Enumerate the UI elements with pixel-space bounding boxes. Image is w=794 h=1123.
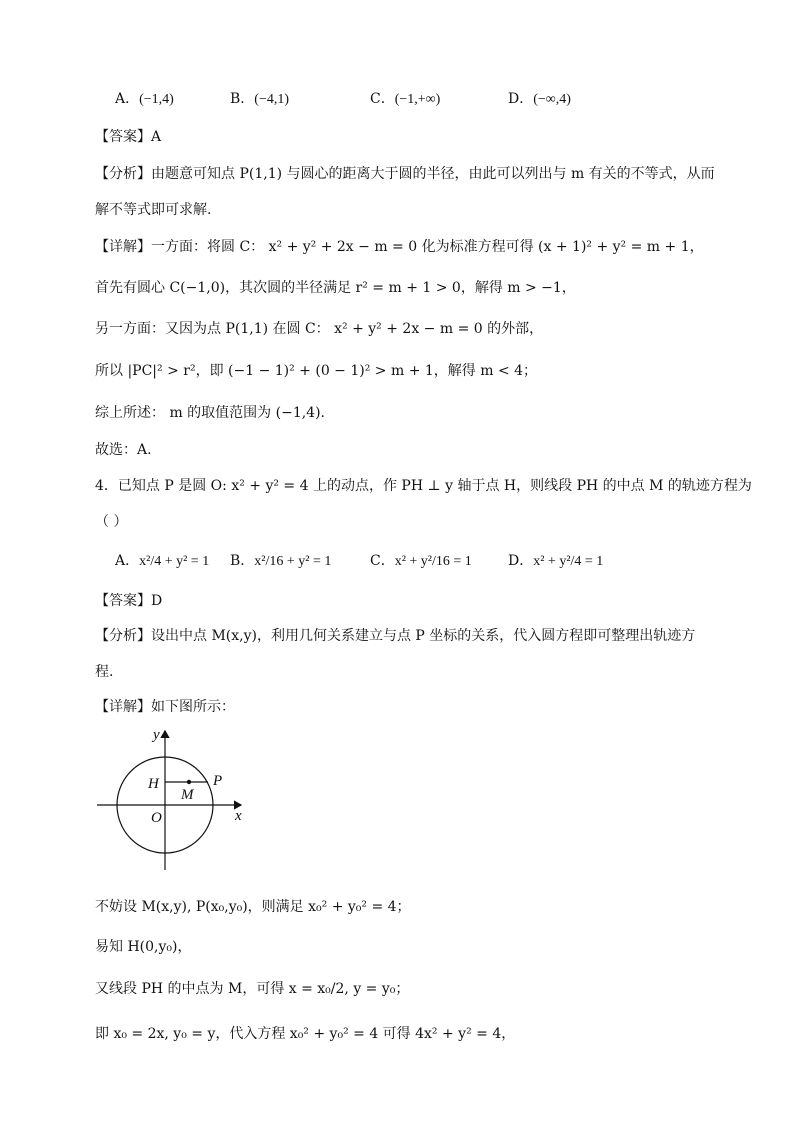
detail-tag: 【详解】 — [95, 699, 151, 715]
option-value: (−4,1) — [254, 92, 290, 107]
label-y: y — [153, 727, 160, 743]
detail-tag: 【详解】 — [95, 239, 151, 255]
q3-detail-line-1 — [95, 237, 704, 257]
q4-option-c — [370, 551, 472, 572]
option-value: x² + y²/16 = 1 — [394, 554, 472, 569]
q4-option-b — [230, 551, 331, 572]
q4-stem-line-1: 4．已知点 P 是圆 O: x² + y² = 4 上的动点，作 PH ⊥ y 轴于点 H，则线段 PH 的中点 M 的轨迹方程为 — [95, 478, 752, 494]
label-h: H — [148, 776, 159, 792]
q3-detail-line-4: 所以 |PC|² > r²，即 (−1 − 1)² + (0 − 1)² > m + 1，解得 m < 4； — [95, 363, 538, 379]
q3-option-b — [230, 89, 289, 110]
q3-analysis-line-2: 解不等式即可求解. — [95, 202, 212, 218]
q3-detail-line-3: 另一方面：又因为点 P(1,1) 在圆 C： x² + y² + 2x − m = 0 的外部， — [95, 321, 544, 337]
option-label: A． — [115, 553, 140, 569]
answer-value: D — [151, 593, 163, 609]
option-label: A． — [115, 91, 140, 107]
q4-analysis-line-1 — [95, 626, 695, 646]
option-value: (−∞,4) — [533, 92, 571, 107]
option-label: B． — [230, 91, 255, 107]
q4-answer — [95, 591, 162, 611]
option-label: D． — [508, 91, 534, 107]
q4-detail-line-1: 不妨设 M(x,y), P(x₀,y₀)，则满足 x₀² + y₀² = 4； — [95, 899, 411, 915]
q4-detail-line-3: 又线段 PH 的中点为 M，可得 x = x₀/2, y = y₀； — [95, 981, 410, 997]
analysis-text: 设出中点 M(x,y)，利用几何关系建立与点 P 坐标的关系，代入圆方程即可整理出轨迹方 — [151, 628, 696, 644]
detail-text: 一方面：将圆 C： x² + y² + 2x − m = 0 化为标准方程可得 (x + 1)² + y² = m + 1， — [151, 239, 704, 255]
label-m: M — [181, 787, 194, 803]
answer-tag: 【答案】 — [95, 129, 151, 145]
detail-text: 如下图所示： — [151, 699, 235, 715]
analysis-tag: 【分析】 — [95, 166, 151, 182]
point-m — [187, 780, 191, 784]
option-value: (−1,+∞) — [394, 92, 441, 107]
label-x: x — [235, 808, 242, 824]
option-label: B． — [230, 553, 255, 569]
answer-value: A — [151, 129, 162, 145]
q4-stem-line-2: （ ） — [95, 514, 128, 530]
q3-detail-line-2: 首先有圆心 C(−1,0)，其次圆的半径满足 r² = m + 1 > 0，解得 m > −1， — [95, 280, 576, 296]
q3-option-a — [115, 89, 174, 110]
option-label: D． — [508, 553, 534, 569]
option-value: x²/16 + y² = 1 — [254, 554, 332, 569]
option-value: x²/4 + y² = 1 — [139, 554, 210, 569]
answer-tag: 【答案】 — [95, 593, 151, 609]
analysis-text: 由题意可知点 P(1,1) 与圆心的距离大于圆的半径，由此可以列出与 m 有关的不等式，从而 — [151, 166, 715, 182]
q4-detail-intro — [95, 697, 235, 717]
option-value: (−1,4) — [139, 92, 174, 107]
q4-analysis-line-2: 程. — [95, 664, 114, 680]
option-value: x² + y²/4 = 1 — [533, 554, 604, 569]
q4-detail-line-4: 即 x₀ = 2x, y₀ = y，代入方程 x₀² + y₀² = 4 可得 4x² + y² = 4， — [95, 1026, 516, 1042]
label-o: O — [151, 810, 162, 826]
q4-option-a — [115, 551, 209, 572]
analysis-tag: 【分析】 — [95, 628, 151, 644]
q3-detail-line-5: 综上所述： m 的取值范围为 (−1,4). — [95, 405, 325, 421]
circle-diagram — [95, 725, 255, 875]
q4-option-d — [508, 551, 603, 572]
q3-answer — [95, 127, 161, 147]
label-p: P — [213, 773, 223, 789]
q3-analysis-line-1 — [95, 164, 715, 184]
q3-option-d — [508, 89, 571, 110]
q4-detail-line-2: 易知 H(0,y₀)， — [95, 939, 192, 955]
option-label: C． — [370, 91, 395, 107]
option-label: C． — [370, 553, 395, 569]
q3-option-c — [370, 89, 440, 110]
q3-choose: 故选：A. — [95, 442, 152, 458]
